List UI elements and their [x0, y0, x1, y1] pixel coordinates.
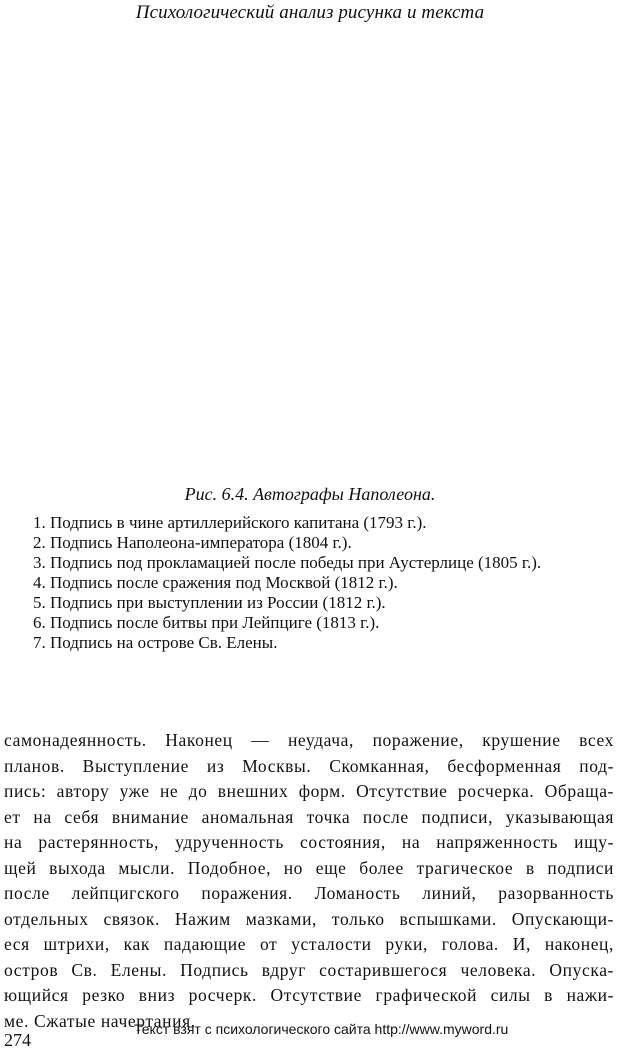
legend-item: 6. Подпись после битвы при Лейпциге (1813 г.).: [33, 613, 380, 632]
text-line: щей выхода мысли. Подобное, но еще более трагическое в подписи: [4, 857, 614, 878]
page-number: 274: [4, 1030, 31, 1050]
text-line: ющийся резко вниз росчерк. Отсутствие графической силы в нажи-: [4, 985, 614, 1005]
text-line: на растерянность, удрученность состояния, на напряженность ищу-: [4, 832, 614, 852]
legend-item: 4. Подпись после сражения под Москвой (1812 г.).: [33, 573, 398, 592]
text-line: самонадеянность. Наконец — неудача, поражение, крушение всех: [4, 730, 614, 750]
figure-image-area: [0, 40, 620, 470]
legend-item: 3. Подпись под прокламацией после победы при Аустерлице (1805 г.).: [33, 553, 542, 572]
legend-item: 1. Подпись в чине артиллерийского капитана (1793 г.).: [33, 513, 427, 532]
legend-item: 5. Подпись при выступлении из России (1812 г.).: [33, 593, 386, 612]
legend-item: 2. Подпись Наполеона-императора (1804 г.).: [33, 533, 352, 552]
legend-item: 7. Подпись на острове Св. Елены.: [33, 633, 278, 652]
text-line: пись: автору уже не до внешних форм. Отсутствие росчерка. Обраща-: [4, 781, 614, 801]
text-line: остров Св. Елены. Подпись вдруг состарившегося человека. Опуска-: [4, 959, 614, 980]
text-line: планов. Выступление из Москвы. Скомканная, бесформенная под-: [4, 755, 614, 776]
text-line: ме. Сжатые начертания.: [4, 1010, 196, 1031]
text-line: после лейпцигского поражения. Ломаность линий, разорванность: [4, 883, 614, 903]
text-line: еся штрихи, как падающие от усталости руки, голова. И, наконец,: [4, 934, 614, 954]
body-paragraph: [4, 728, 614, 1034]
text-line: ет на себя внимание аномальная точка после подписи, указывающая: [4, 806, 614, 827]
figure-caption: Рис. 6.4. Автографы Наполеона.: [184, 484, 436, 504]
source-note: Текст взят с психологического сайта http://www.myword.ru: [134, 1021, 509, 1037]
figure-legend: [33, 513, 541, 653]
text-line: отдельных связок. Нажим мазками, только вспышками. Опускающи-: [4, 908, 614, 929]
running-header: Психологический анализ рисунка и текста: [135, 2, 485, 23]
